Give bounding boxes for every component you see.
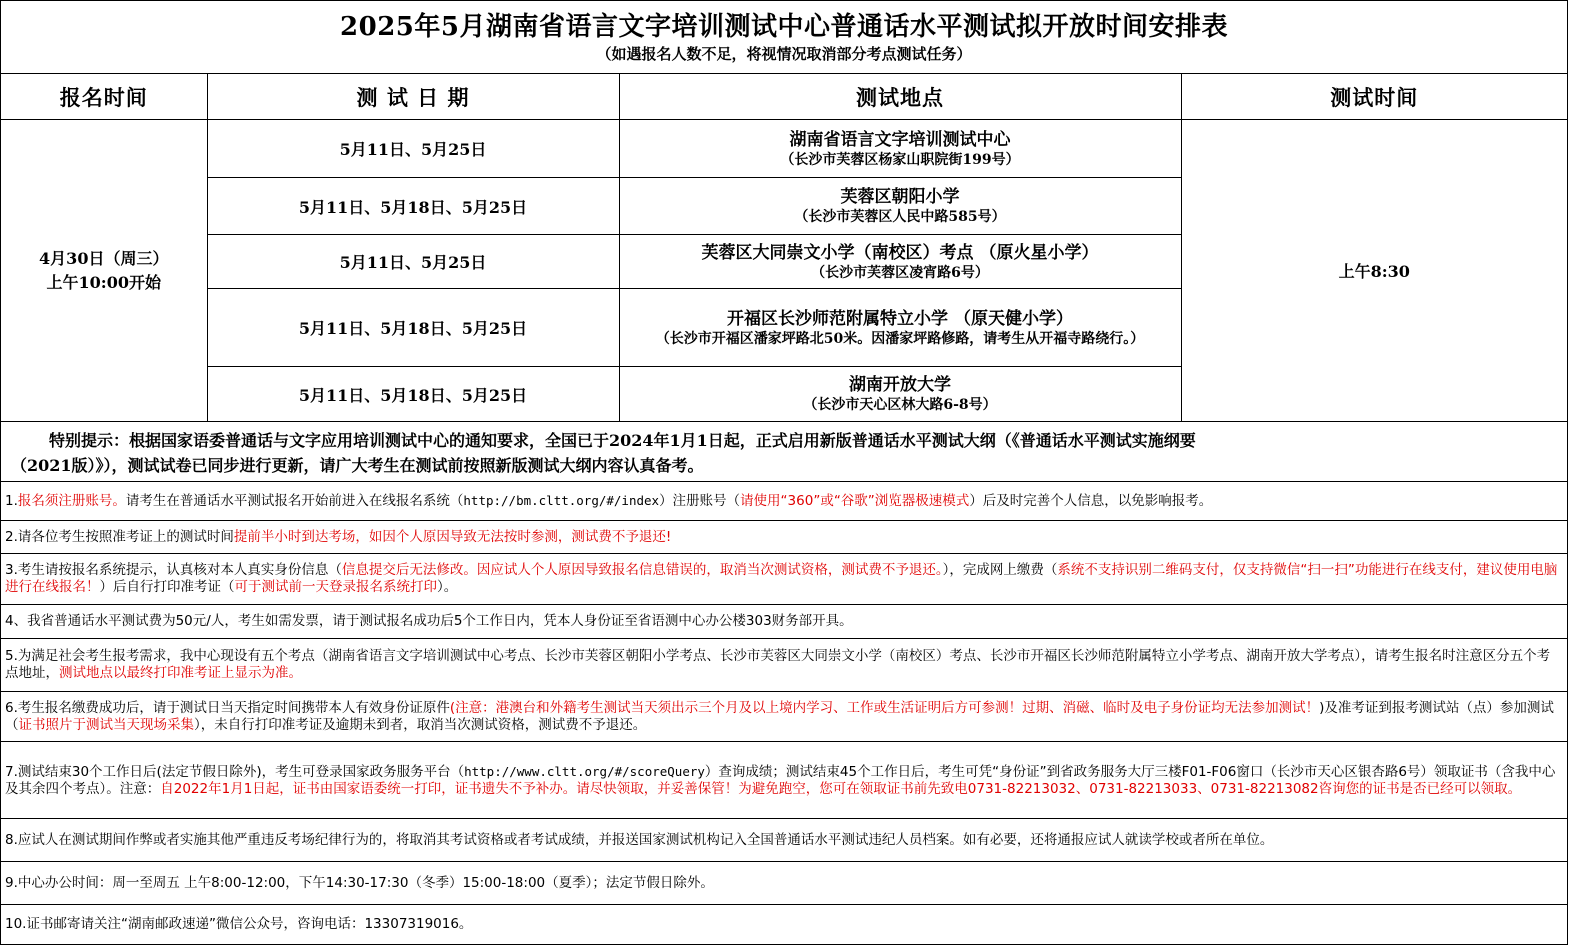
note-text: ）查询成绩；测试结束45个工作日后，考生可凭“身份证”到省政务服务大厅三楼F01-F06窗口（长沙市天心区银杏路6号）领取证书（含我中心及其余四个考点）。注意： <box>5 763 1556 797</box>
notice-line-2: （2021版）》），测试试卷已同步进行更新，请广大考生在测试前按照新版测试大纲内容认真备考。 <box>11 456 704 475</box>
location-address: （长沙市开福区潘家坪路北50米。因潘家坪路修路，请考生从开福寺路绕行。） <box>655 330 1145 347</box>
note-4 <box>1 605 1567 639</box>
location-address: （长沙市芙蓉区凌宵路6号） <box>811 264 989 281</box>
location-name: 芙蓉区朝阳小学 <box>840 187 960 207</box>
title-block <box>1 1 1567 74</box>
note-highlight: 自2022年1月1日起，证书由国家语委统一打印，证书遗失不予补办。请尽快领取，并妥善保管！为避免跑空，您可在领取证书前先致电0731-82213032、0731-82213033、0731-82213082咨询您的证书是否已经可以领取。 <box>160 780 1522 797</box>
note-text: ），完成网上缴费（ <box>942 562 1058 578</box>
note-highlight: 测试地点以最终打印准考证上显示为准。 <box>59 665 302 681</box>
table-row <box>1 120 1567 178</box>
note-8 <box>1 819 1567 862</box>
note-highlight: 报名须注册账号。 <box>17 493 126 509</box>
note-text: 10.证书邮寄请关注“湖南邮政速递”微信公众号，咨询电话：13307319016。 <box>5 916 473 932</box>
note-text: 1. <box>5 493 18 509</box>
schedule-table <box>1 74 1567 422</box>
location-name: 湖南省语言文字培训测试中心 <box>789 129 1011 150</box>
note-text: ），未自行打印准考证及逾期未到者，取消当次测试资格，测试费不予退还。 <box>194 716 647 733</box>
header-location: 测试地点 <box>619 74 1181 120</box>
score-query-url: http://www.cltt.org/#/scoreQuery <box>464 763 705 779</box>
notice-line-1: 特别提示：根据国家语委普通话与文字应用培训测试中心的通知要求，全国已于2024年1月1日起，正式启用新版普通话水平测试大纲（《普通话水平测试实施纲要 <box>49 431 1196 450</box>
note-highlight: 请使用“360”或“谷歌”浏览器极速模式 <box>740 493 970 509</box>
registration-date: 4月30日（周三） <box>39 248 169 268</box>
note-5 <box>1 639 1567 692</box>
location-name: 开福区长沙师范附属特立小学 （原天健小学） <box>727 308 1073 329</box>
note-text: ）后自行打印准考证（ <box>99 579 235 595</box>
note-text: 请考生在普通话水平测试报名开始前进入在线报名系统（ <box>125 493 464 509</box>
note-text: 3.考生请按报名系统提示，认真核对本人真实身份信息（ <box>5 562 342 578</box>
note-highlight: (注意：港澳台和外籍考生测试当天须出示三个月及以上境内学习、工作或生活证明后方可参测！过期、消磁、临时及电子身份证均无法参加测试！ <box>449 699 1320 716</box>
registration-start: 上午10:00开始 <box>46 272 161 292</box>
note-highlight: 系统不支持识别二维码支付，仅支持微信“扫一扫”功能进行在线支付，建议使用电脑进行在线报名！ <box>5 562 1558 595</box>
page-title: 2025年5月湖南省语言文字培训测试中心普通话水平测试拟开放时间安排表 <box>340 12 1228 42</box>
note-6 <box>1 692 1567 742</box>
note-text: 7.测试结束30个工作日后(法定节假日除外)，考生可登录国家政务服务平台（ <box>5 763 465 780</box>
location-cell <box>619 289 1181 367</box>
test-dates: 5月11日、5月25日 <box>207 120 619 178</box>
test-dates: 5月11日、5月18日、5月25日 <box>207 289 619 367</box>
note-9 <box>1 862 1567 905</box>
header-test-date: 测 试 日 期 <box>207 74 619 120</box>
note-highlight: 信息提交后无法修改。因应试人个人原因导致报名信息错误的，取消当次测试资格，测试费不予退还。 <box>341 562 943 578</box>
note-7 <box>1 742 1567 819</box>
location-cell <box>619 235 1181 289</box>
note-10 <box>1 905 1567 944</box>
note-text: )及准考证到报考测试站（点）参加测试（ <box>5 699 1554 733</box>
note-text: 2.请各位考生按照准考证上的测试时间 <box>5 528 234 545</box>
note-3 <box>1 554 1567 605</box>
location-cell <box>619 367 1181 422</box>
special-notice <box>1 422 1567 482</box>
note-text: 4、我省普通话水平测试费为50元/人，考生如需发票，请于测试报名成功后5个工作日内，凭本人身份证至省语测中心办公楼303财务部开具。 <box>5 613 853 629</box>
test-dates: 5月11日、5月18日、5月25日 <box>207 367 619 422</box>
note-1 <box>1 482 1567 521</box>
note-text: ）后及时完善个人信息，以免影响报考。 <box>969 493 1213 509</box>
test-time-cell: 上午8:30 <box>1181 120 1567 422</box>
note-text: ）注册账号（ <box>659 493 741 509</box>
note-text: 5.为满足社会考生报考需求，我中心现设有五个考点（湖南省语言文字培训测试中心考点、长沙市芙蓉区朝阳小学考点、长沙市芙蓉区大同崇文小学（南校区）考点、长沙市开福区长沙师范附属特立小学考点、湖南开放大学考点），请考生报名时注意区分五个考点地址， <box>5 648 1551 681</box>
note-highlight: 可于测试前一天登录报名系统打印 <box>234 579 437 595</box>
note-text: 9.中心办公时间：周一至周五 上午8:00-12:00，下午14:30-17:30（冬季）15:00-18:00（夏季）；法定节假日除外。 <box>5 874 714 891</box>
location-address: （长沙市芙蓉区杨家山职院街199号） <box>780 151 1020 168</box>
table-header-row <box>1 74 1567 120</box>
note-text: 6.考生报名缴费成功后，请于测试日当天指定时间携带本人有效身份证原件 <box>5 699 450 716</box>
location-address: （长沙市芙蓉区人民中路585号） <box>794 209 1006 225</box>
test-dates: 5月11日、5月18日、5月25日 <box>207 178 619 235</box>
registration-time-cell <box>1 120 207 422</box>
header-registration: 报名时间 <box>1 74 207 120</box>
note-highlight: 提前半小时到达考场，如因个人原因导致无法按时参测，测试费不予退还! <box>233 528 672 545</box>
note-text: ）。 <box>437 579 458 595</box>
location-address: （长沙市天心区林大路6-8号） <box>803 397 997 413</box>
location-cell <box>619 120 1181 178</box>
location-cell <box>619 178 1181 235</box>
note-2 <box>1 521 1567 554</box>
page-subtitle: （如遇报名人数不足，将视情况取消部分考点测试任务） <box>596 45 972 63</box>
note-highlight: 证书照片于测试当天现场采集 <box>18 716 194 733</box>
header-test-time: 测试时间 <box>1181 74 1567 120</box>
registration-url: http://bm.cltt.org/#/index <box>463 493 660 508</box>
location-name: 湖南开放大学 <box>849 375 951 395</box>
test-dates: 5月11日、5月25日 <box>207 235 619 289</box>
note-text: 8.应试人在测试期间作弊或者实施其他严重违反考场纪律行为的，将取消其考试资格或者考试成绩，并报送国家测试机构记入全国普通话水平测试违纪人员档案。如有必要，还将通报应试人就读学校或者所在单位。 <box>5 831 1274 848</box>
location-name: 芙蓉区大同崇文小学（南校区）考点 （原火星小学） <box>701 242 1099 263</box>
